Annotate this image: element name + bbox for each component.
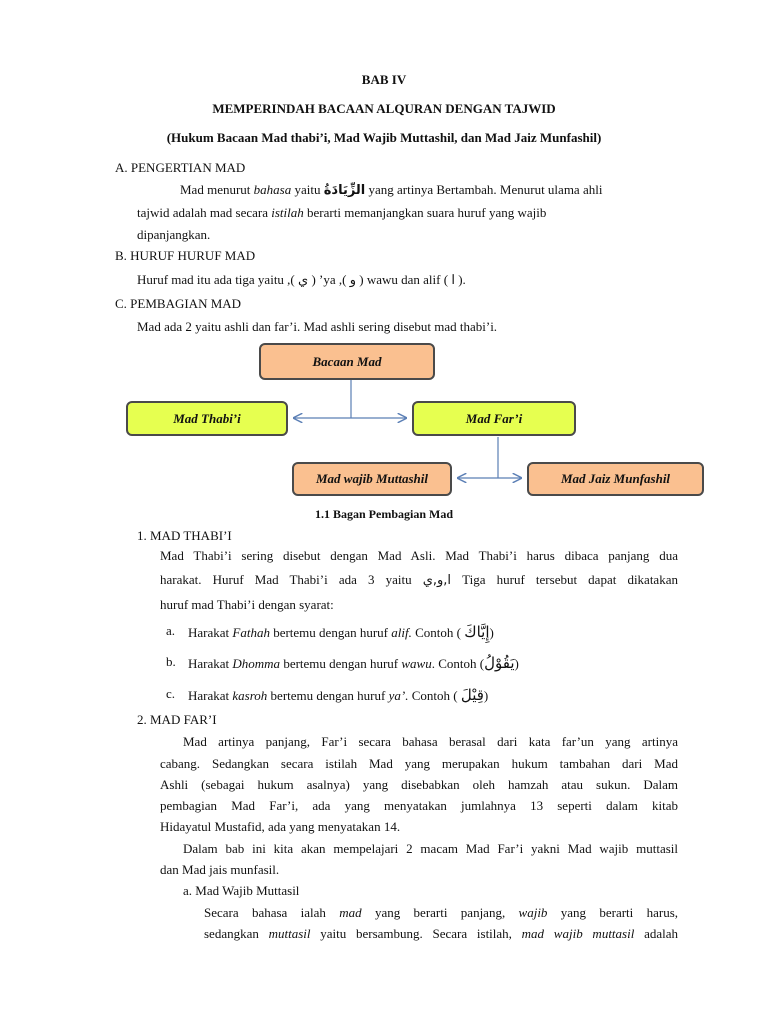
diagram-node-mad-thabii: Mad Thabi’i — [126, 401, 288, 436]
arabic-iyyaka: إِيَّاكَ — [464, 623, 490, 641]
arabic-yaqulu: يَقُوْلُ — [484, 654, 515, 672]
section-c-heading: C. PEMBAGIAN MAD — [115, 296, 242, 311]
diagram-node-mad-fari: Mad Far’i — [412, 401, 576, 436]
item-1-heading: 1. MAD THABI’I — [137, 528, 232, 543]
section-c-text: Mad ada 2 yaitu ashli dan far’i. Mad ashli sering disebut mad thabi’i. — [137, 319, 498, 334]
item-1c-label: c. — [166, 686, 176, 701]
section-a-heading: A. PENGERTIAN MAD — [115, 160, 246, 175]
diagram-caption: 1.1 Bagan Pembagian Mad — [314, 507, 453, 521]
arabic-ziyadah: الزِّيَادَةُ — [323, 183, 366, 198]
section-a-line-2: tajwid adalah mad secara istilah berarti memanjangkan suara huruf yang wajib — [137, 205, 547, 220]
item-2-p1-line-1: Mad artinya panjang, Far’i secara bahasa berasal dari kata far’un yang artinya — [183, 734, 678, 749]
item-1a-text: Harakat Fathah bertemu dengan huruf alif. Contoh ( إِيَّاكَ) — [188, 623, 494, 641]
item-1a-label: a. — [166, 623, 176, 638]
item-2-p1-line-5: Hidayatul Mustafid, ada yang menyatakan 14. — [160, 819, 401, 834]
item-2-p1-line-3: Ashli (sebagai hukum asalnya) yang disebabkan oleh hamzah atau sukun. Dalam — [160, 777, 678, 792]
section-a-line-1: Mad menurut bahasa yaitu الزِّيَادَةُ yang artinya Bertambah. Menurut ulama ahli — [180, 182, 603, 198]
item-2a-line-1: Secara bahasa ialah mad yang berarti panjang, wajib yang berarti harus, — [204, 905, 679, 920]
item-1b-label: b. — [166, 654, 176, 669]
arabic-qila: قِيْلَ — [460, 686, 484, 704]
item-2-p2-line-2: dan Mad jais munfasil. — [160, 862, 280, 877]
section-b-heading: B. HURUF HURUF MAD — [115, 248, 256, 263]
item-1-line-3: huruf mad Thabi’i dengan syarat: — [160, 597, 334, 612]
chapter-title: MEMPERINDAH BACAAN ALQURAN DENGAN TAJWID — [212, 101, 556, 116]
arabic-mad-letters: ا,و,ي — [422, 573, 452, 588]
item-2a-line-2: sedangkan muttasil yaitu bersambung. Secara istilah, mad wajib muttasil adalah — [204, 926, 679, 941]
item-1c-text: Harakat kasroh bertemu dengan huruf ya’. Contoh ( قِيْلَ) — [188, 686, 489, 704]
section-a-line-3: dipanjangkan. — [137, 227, 211, 242]
item-1-line-2: harakat. Huruf Mad Thabi’i ada 3 yaitu ا,و,ي Tiga huruf tersebut dapat dikatakan — [160, 572, 678, 588]
item-2-heading: 2. MAD FAR’I — [137, 712, 217, 727]
chapter-subtitle: (Hukum Bacaan Mad thabi’i, Mad Wajib Muttashil, dan Mad Jaiz Munfashil) — [166, 130, 602, 145]
item-1-line-1: Mad Thabi’i sering disebut dengan Mad Asli. Mad Thabi’i harus dibaca panjang dua — [160, 548, 678, 563]
diagram-node-bacaan-mad: Bacaan Mad — [259, 343, 435, 380]
item-2-p1-line-4: pembagian Mad Far’i, ada yang menyatakan jumlahnya 13 seperti dalam kitab — [160, 798, 678, 813]
chapter-label: BAB IV — [361, 72, 407, 87]
diagram-node-mad-jaiz-munfashil: Mad Jaiz Munfashil — [527, 462, 704, 496]
item-2-p2-line-1: Dalam bab ini kita akan mempelajari 2 macam Mad Far’i yakni Mad wajib muttasil — [183, 841, 678, 856]
diagram-node-mad-wajib-muttashil: Mad wajib Muttashil — [292, 462, 452, 496]
item-2a-heading: a. Mad Wajib Muttasil — [183, 883, 300, 898]
item-2-p1-line-2: cabang. Sedangkan secara istilah Mad yang merupakan hukum tambahan dari Mad — [160, 756, 678, 771]
item-1b-text: Harakat Dhomma bertemu dengan huruf wawu. Contoh (يَقُوْلُ) — [188, 654, 519, 672]
section-b-text: Huruf mad itu ada tiga yaitu ,( ي ) ’ya ,( و ) wawu dan alif ( ا ). — [137, 272, 466, 287]
